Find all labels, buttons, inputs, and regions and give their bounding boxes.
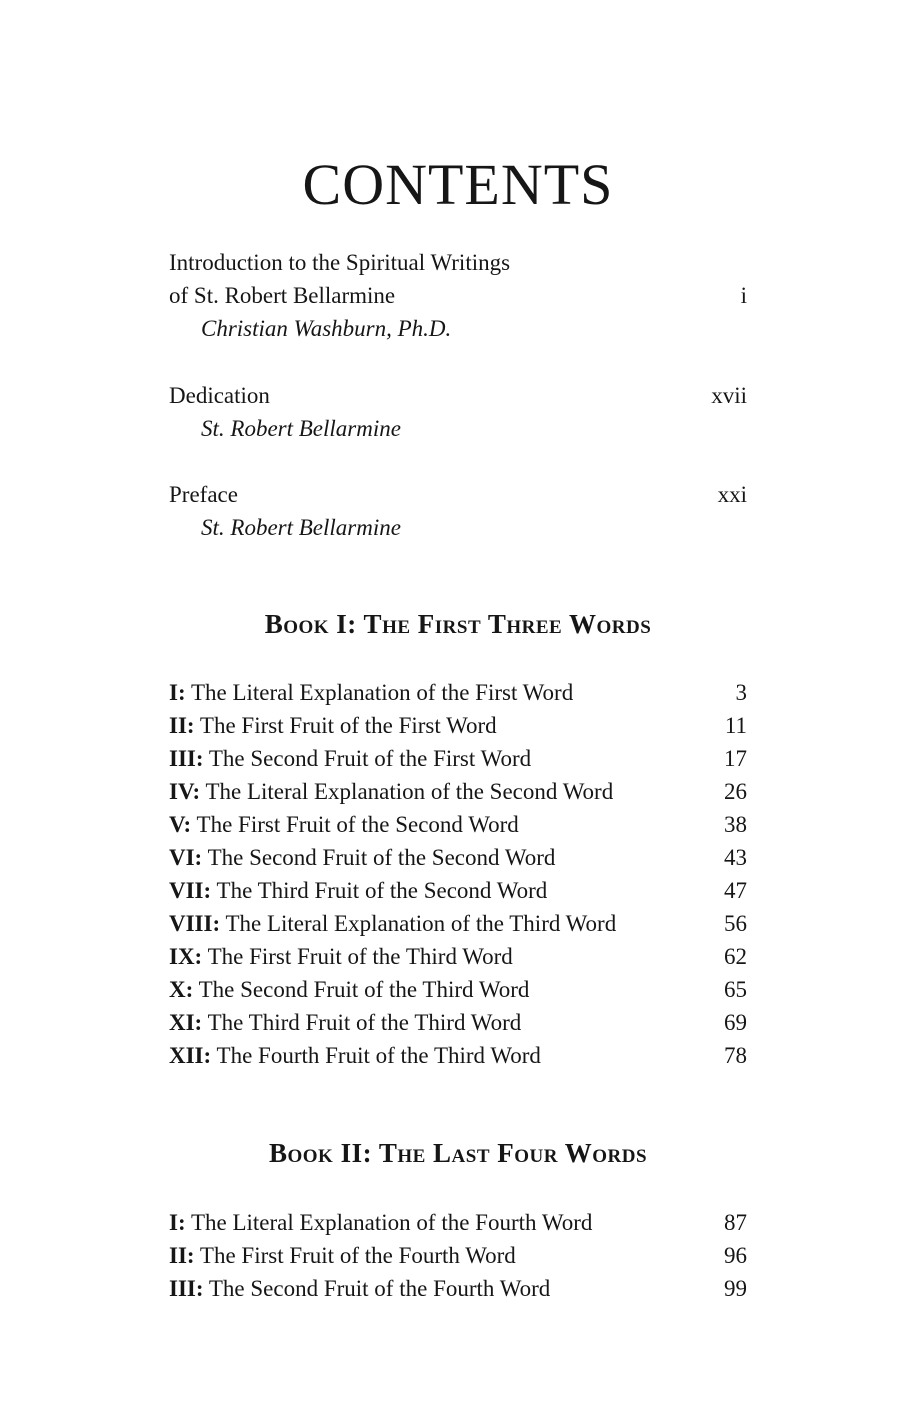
page-number: 17 (724, 746, 747, 771)
entry-author: St. Robert Bellarmine (201, 515, 401, 540)
chapter-entry (169, 742, 747, 775)
chapter-number: I: (169, 1210, 186, 1235)
chapter-number: II: (169, 713, 195, 738)
chapter-number: XII: (169, 1043, 212, 1068)
page-number: 11 (724, 713, 747, 738)
page-title: CONTENTS (302, 152, 614, 217)
chapter-entry (169, 1206, 747, 1239)
chapter-title: The Literal Explanation of the Third Word (225, 911, 617, 936)
chapter-entry (169, 676, 747, 709)
chapter-number: IV: (169, 779, 201, 804)
page-number: xvii (711, 383, 747, 408)
chapter-title: The First Fruit of the First Word (199, 713, 497, 738)
chapter-entry (169, 1239, 747, 1272)
chapter-number: V: (169, 812, 192, 837)
page-number: i (740, 283, 747, 308)
entry-title-line: Introduction to the Spiritual Writings (169, 250, 511, 275)
chapter-title: The Second Fruit of the First Word (208, 746, 532, 771)
chapter-title: The Literal Explanation of the First Word (190, 680, 574, 705)
chapter-entry (169, 775, 747, 808)
book-heading: Book I: The First Three Words (264, 609, 652, 639)
chapter-title: The First Fruit of the Second Word (196, 812, 519, 837)
chapter-number: I: (169, 680, 186, 705)
chapter-entry (169, 907, 747, 940)
chapter-title: The Fourth Fruit of the Third Word (216, 1043, 541, 1068)
front-matter-entry-dedication (169, 379, 747, 445)
page-number: 62 (724, 944, 747, 969)
front-matter-entry-introduction (169, 246, 747, 345)
chapter-entry (169, 874, 747, 907)
book-heading: Book II: The Last Four Words (268, 1138, 648, 1168)
page-number: 56 (724, 911, 747, 936)
entry-title-text: Dedication (169, 383, 270, 408)
entry-title-text: Preface (169, 482, 238, 507)
chapter-title: The Literal Explanation of the Second Word (205, 779, 614, 804)
page-number: 96 (724, 1243, 747, 1268)
page-number: 87 (724, 1210, 747, 1235)
chapter-list-book-2 (169, 1206, 747, 1305)
entry-author: St. Robert Bellarmine (201, 416, 401, 441)
chapter-title: The Second Fruit of the Fourth Word (208, 1276, 551, 1301)
chapter-number: VI: (169, 845, 203, 870)
chapter-title: The Second Fruit of the Second Word (207, 845, 556, 870)
chapter-list-book-1 (169, 676, 747, 1072)
chapter-entry (169, 841, 747, 874)
entry-title-line (169, 478, 747, 511)
chapter-entry (169, 973, 747, 1006)
entry-title-line (169, 379, 747, 412)
front-matter-entry-preface (169, 478, 747, 544)
entry-author: Christian Washburn, Ph.D. (201, 316, 452, 341)
page-number: 65 (724, 977, 747, 1002)
page-number: 3 (735, 680, 747, 705)
entry-title-text: of St. Robert Bellarmine (169, 283, 396, 308)
chapter-title: The First Fruit of the Third Word (207, 944, 513, 969)
chapter-entry (169, 709, 747, 742)
chapter-number: VII: (169, 878, 212, 903)
page-number: 99 (724, 1276, 747, 1301)
chapter-title: The Second Fruit of the Third Word (198, 977, 530, 1002)
page-number: xxi (717, 482, 747, 507)
chapter-title: The Third Fruit of the Third Word (207, 1010, 522, 1035)
page-number: 78 (724, 1043, 747, 1068)
chapter-entry (169, 1039, 747, 1072)
chapter-entry (169, 940, 747, 973)
chapter-title: The Literal Explanation of the Fourth Word (190, 1210, 593, 1235)
chapter-number: X: (169, 977, 194, 1002)
page-number: 38 (724, 812, 747, 837)
chapter-number: II: (169, 1243, 195, 1268)
entry-title-line (169, 279, 747, 312)
chapter-number: XI: (169, 1010, 203, 1035)
page-number: 43 (724, 845, 747, 870)
chapter-title: The Third Fruit of the Second Word (216, 878, 548, 903)
chapter-number: III: (169, 746, 204, 771)
page-number: 69 (724, 1010, 747, 1035)
chapter-entry (169, 1272, 747, 1305)
page-number: 26 (724, 779, 747, 804)
chapter-title: The First Fruit of the Fourth Word (199, 1243, 516, 1268)
chapter-entry (169, 1006, 747, 1039)
chapter-number: VIII: (169, 911, 221, 936)
chapter-entry (169, 808, 747, 841)
chapter-number: III: (169, 1276, 204, 1301)
chapter-number: IX: (169, 944, 203, 969)
page-number: 47 (724, 878, 747, 903)
